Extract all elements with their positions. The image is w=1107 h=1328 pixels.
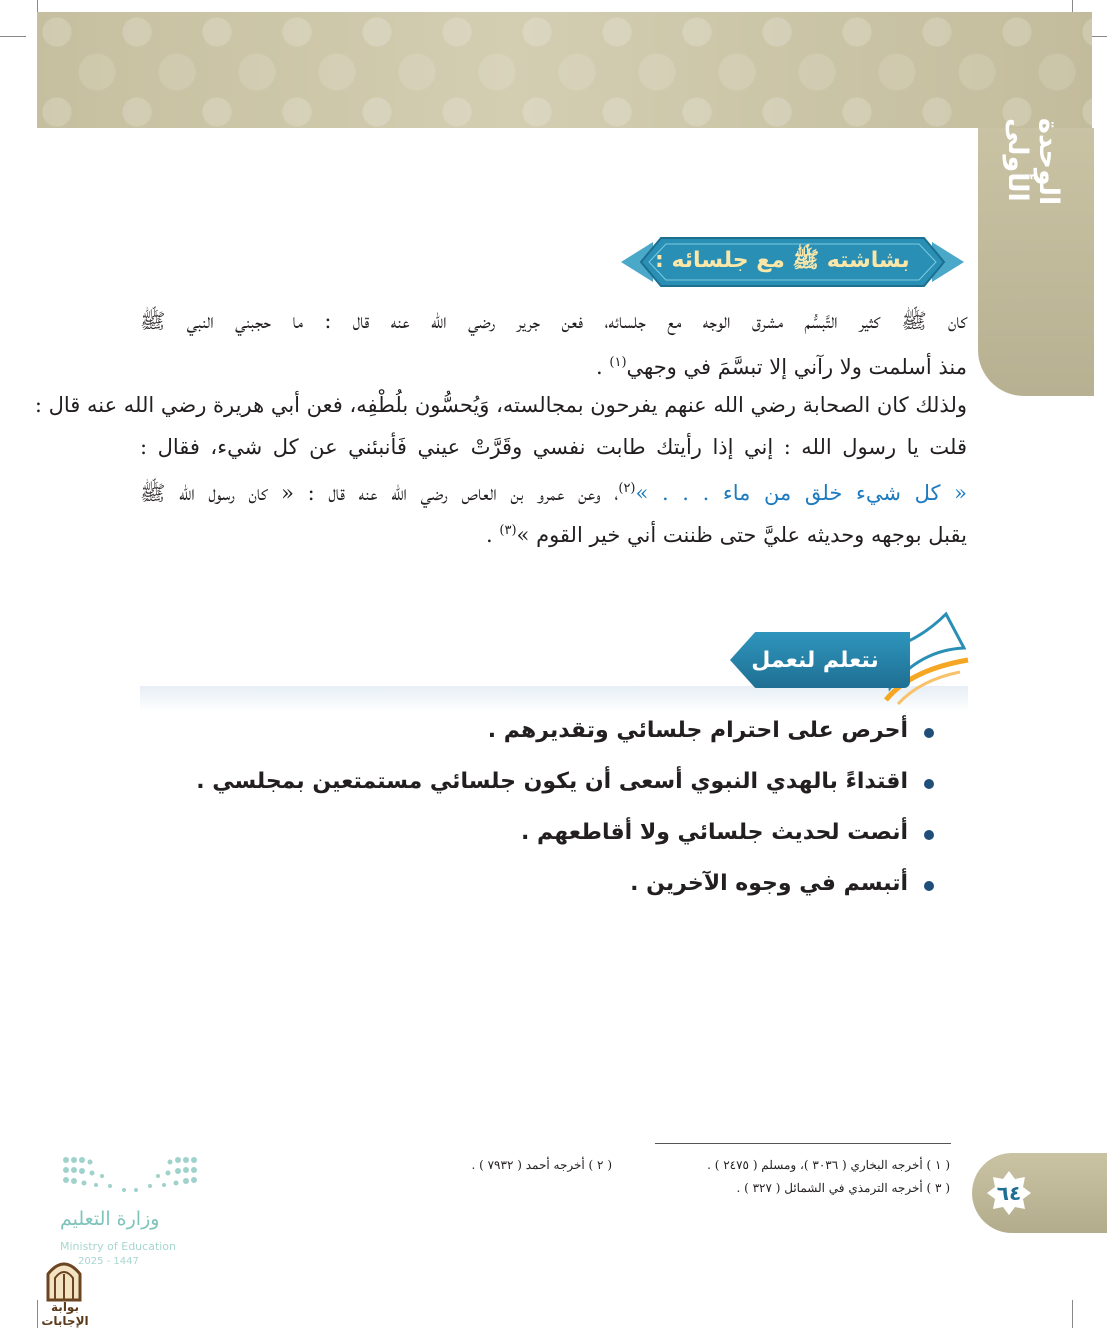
crop-mark [1072, 1300, 1073, 1328]
footnote-ref[interactable]: (٢) [618, 481, 636, 496]
footnote-1: ( ١ ) أخرجه البخاري ( ٣٠٣٦ )، ومسلم ( ٢٤٧٥ ) . [707, 1158, 950, 1172]
paragraph-line [140, 342, 967, 384]
ministry-name-ar: وزارة التعليم [60, 1208, 160, 1230]
paragraph-line: قلت يا رسول الله : إني إذا رأيتك طابت نفسي وقَرَّتْ عيني فَأنبئني عن كل شيء، فقال : [140, 435, 967, 459]
footnote-ref[interactable]: (١) [609, 355, 627, 370]
crop-mark [37, 0, 38, 12]
list-item: أنصت لحديث جلسائي ولا أقاطعهم . [250, 812, 940, 863]
learn-section-band [140, 686, 968, 712]
ministry-logo-dots-icon [62, 1154, 198, 1200]
paragraph-line: ولذلك كان الصحابة رضي الله عنهم يفرحون بمجالسته، وَيُحسُّون بلُطْفِه، فعن أبي هريرة رضي الله عنه قال : [34, 393, 967, 417]
paragraph-line: كان ﷺ كثير التَّبسُّم مشرق الوجه مع جلسائه، فعن جرير رضي الله عنه قال : ما حجبني النبي ﷺ [140, 309, 967, 333]
paragraph-text: منذ أسلمت ولا رآني إلا تبسَّمَ في وجهي [626, 355, 967, 379]
paragraph-text: يقبل بوجهه وحديثه عليَّ حتى ظننت أني خير القوم » [516, 523, 967, 547]
ministry-name-en: Ministry of Education [60, 1240, 177, 1253]
crop-mark [1072, 0, 1073, 12]
footnote-3: ( ٣ ) أخرجه الترمذي في الشمائل ( ٣٢٧ ) . [736, 1181, 950, 1195]
paragraph-line [140, 510, 967, 552]
list-item: أحرص على احترام جلسائي وتقديرهم . [250, 710, 940, 761]
learn-label: نتعلم لنعمل [751, 647, 879, 673]
gate-logo-icon [44, 1256, 84, 1302]
paragraph-text: . [486, 523, 500, 547]
footnote-2: ( ٢ ) أخرجه أحمد ( ٧٩٣٢ ) . [471, 1158, 612, 1172]
footnote-divider [655, 1143, 951, 1144]
list-item: أتبسم في وجوه الآخرين . [250, 863, 940, 914]
crop-mark [1090, 36, 1107, 37]
unit-label: الوحدة الأولى [1002, 118, 1064, 206]
header-pattern-band [37, 12, 1092, 128]
hadith-quote: « كل شيء خلق من ماء . . . » [635, 481, 967, 505]
ministry-year: 2025 - 1447 [78, 1256, 139, 1267]
paragraph-text: . [596, 355, 610, 379]
watermark-label: بوابة الإجابات [41, 1300, 89, 1328]
body-paragraph [34, 300, 967, 552]
footnote-ref[interactable]: (٣) [499, 523, 517, 538]
learn-list [196, 710, 940, 914]
paragraph-text: ، وعن عمرو بن العاص رضي الله عنه قال : « كان رسول الله ﷺ [140, 481, 619, 505]
list-item: اقتداءً بالهدي النبوي أسعى أن يكون جلسائي مستمتعين بمجلسي . [250, 761, 940, 812]
page-number: ٦٤ [996, 1181, 1022, 1205]
section-title: بشاشته ﷺ مع جلسائه : [655, 248, 910, 273]
paragraph-line [140, 468, 967, 510]
crop-mark [0, 36, 26, 37]
